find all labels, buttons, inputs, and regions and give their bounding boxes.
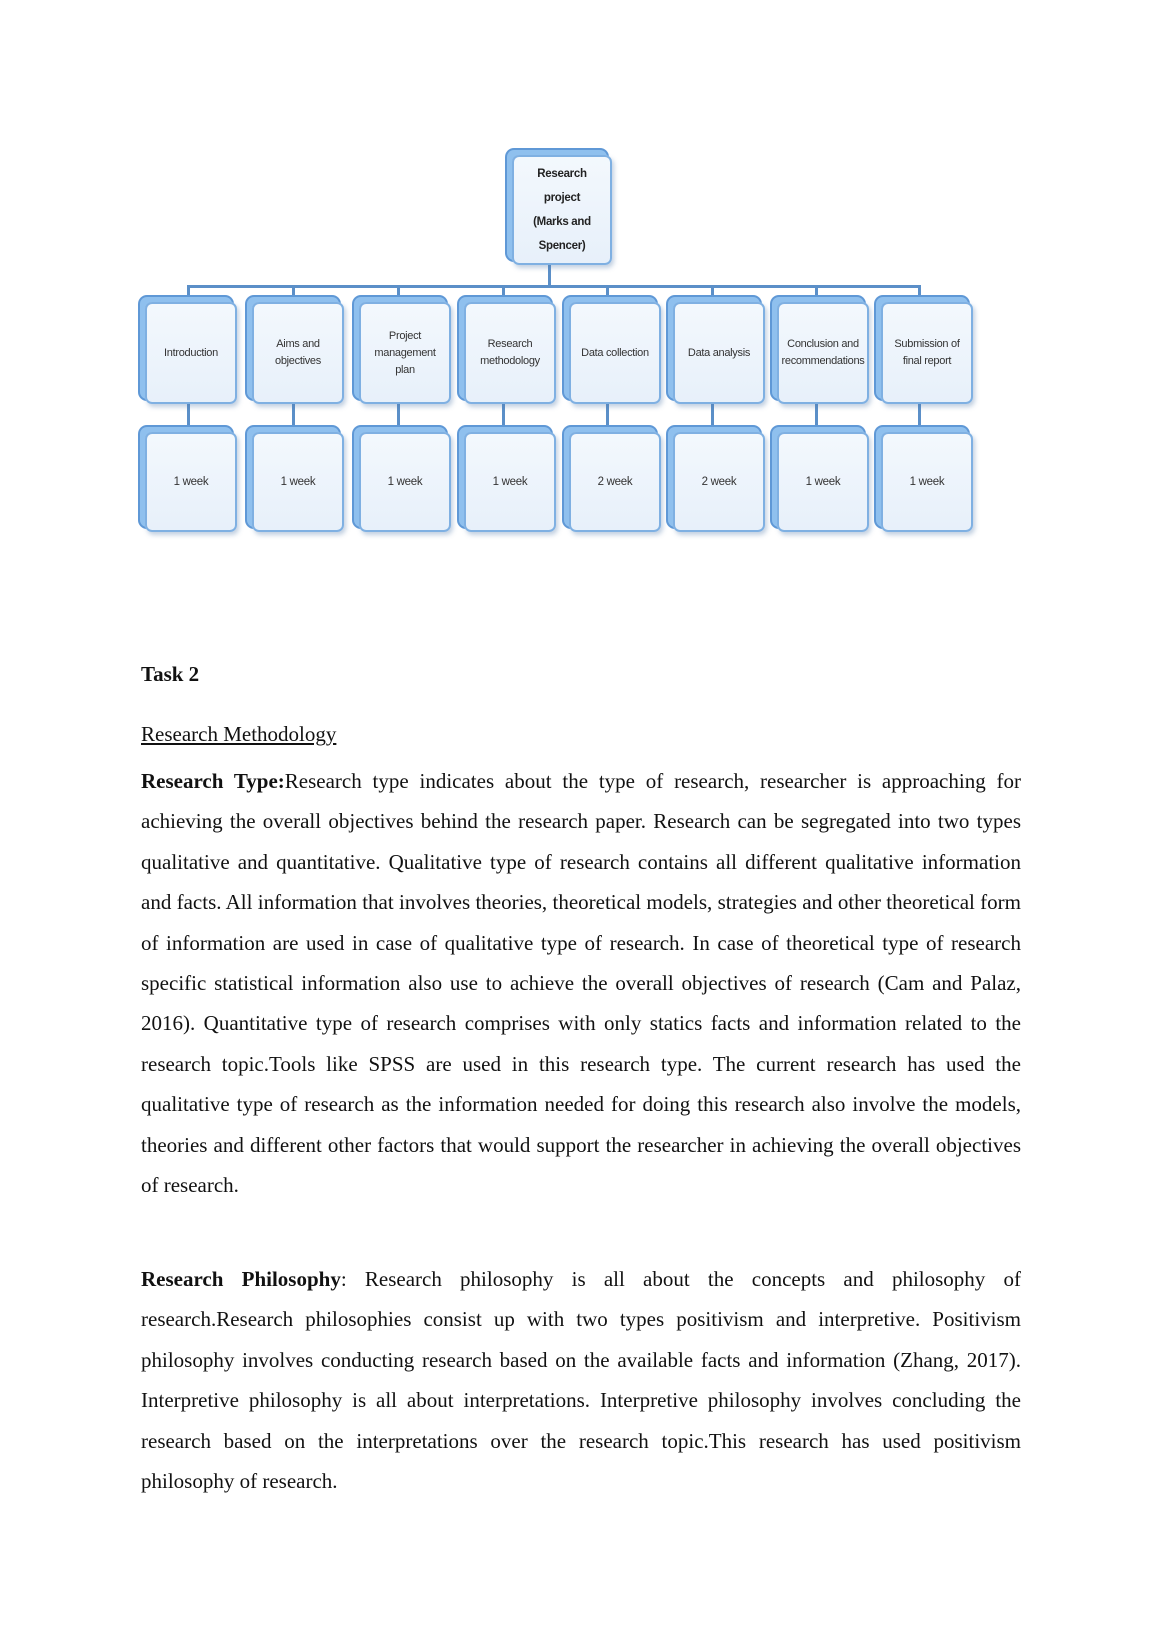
duration-node <box>569 432 661 532</box>
duration-label: 1 week <box>387 475 423 488</box>
task-connector <box>292 285 295 301</box>
task-connector <box>397 285 400 301</box>
task-node-aims <box>252 302 344 404</box>
task-node-conclusion <box>777 302 869 404</box>
paragraph-lead-suffix: : <box>340 1267 347 1291</box>
duration-label: 1 week <box>909 475 945 488</box>
task-connector <box>502 285 505 301</box>
paragraph-text: Research type indicates about the type of research, researcher is approaching for achieving the overall objectives behind the research paper. Research can be segregated into two types qualitative and quantitative. Qualitative type of research contains all different qualitative information and facts. All information that involves theories, theoretical models, strategies and other theoretical form of information are used in case of qualitative type of research. In case of theoretical type of research specific statistical information also use to achieve the overall objectives of research (Cam and Palaz, 2016). Quantitative type of research comprises with only statics facts and information related to the research topic.Tools like SPSS are used in this research type. The current research has used the qualitative type of research as the information needed for doing this research also involve the models, theories and different other factors that would support the researcher in achieving the overall objectives of research. <box>141 769 1021 1198</box>
duration-label: 1 week <box>492 475 528 488</box>
task-node-project-plan <box>359 302 451 404</box>
task-connector <box>815 285 818 301</box>
task-node-research-methodology <box>464 302 556 404</box>
section-subheading: Research Methodology <box>141 722 337 746</box>
duration-connector <box>502 402 505 432</box>
task-node-submission <box>881 302 973 404</box>
paragraph-research-type <box>141 761 1021 1205</box>
root-node-title: Research project <box>537 168 587 204</box>
duration-node <box>777 432 869 532</box>
task-node-label: Project management plan <box>374 329 436 376</box>
task-node-label: Aims and objectives <box>275 338 321 367</box>
horizontal-connector <box>187 285 920 288</box>
duration-node <box>252 432 344 532</box>
task-node-label: Data analysis <box>687 346 751 359</box>
task-connector <box>711 285 714 301</box>
section-heading: Task 2 <box>141 662 200 686</box>
duration-connector <box>606 402 609 432</box>
duration-node <box>881 432 973 532</box>
task-node-label: Conclusion and recommendations <box>781 338 865 367</box>
duration-label: 2 week <box>597 475 633 488</box>
duration-connector <box>187 402 190 432</box>
task-node-label: Submission of final report <box>894 338 960 367</box>
task-node-data-analysis <box>673 302 765 404</box>
duration-label: 1 week <box>280 475 316 488</box>
duration-label: 2 week <box>701 475 737 488</box>
duration-label: 1 week <box>805 475 841 488</box>
task-node-label: Research methodology <box>480 338 540 367</box>
paragraph-text: Research philosophy is all about the concepts and philosophy of research.Research philosophies consist up with two types positivism and interpretive. Positivism philosophy involves conducting research based on the available facts and information (Zhang, 2017). Interpretive philosophy is all about interpretations. Interpretive philosophy involves concluding the research based on the interpretations over the research topic.This research has used positivism philosophy of research. <box>141 1267 1021 1494</box>
duration-node <box>145 432 237 532</box>
task-connector <box>606 285 609 301</box>
task-node-label: Data collection <box>581 346 649 359</box>
duration-connector <box>397 402 400 432</box>
duration-connector <box>918 402 921 432</box>
task-node-introduction <box>145 302 237 404</box>
paragraph-lead: Research Philosophy <box>141 1267 341 1291</box>
duration-connector <box>292 402 295 432</box>
root-node <box>512 155 612 265</box>
duration-node <box>464 432 556 532</box>
paragraph-lead: Research Type: <box>141 769 285 793</box>
duration-node <box>673 432 765 532</box>
duration-connector <box>815 402 818 432</box>
duration-node <box>359 432 451 532</box>
root-node-subtitle: (Marks and Spencer) <box>533 216 591 252</box>
task-node-label: Introduction <box>164 346 218 359</box>
work-breakdown-diagram <box>140 140 1020 560</box>
paragraph-research-philosophy <box>141 1259 1021 1501</box>
task-node-data-collection <box>569 302 661 404</box>
duration-connector <box>711 402 714 432</box>
task-connector <box>918 285 921 301</box>
task-connector <box>187 285 190 301</box>
duration-label: 1 week <box>173 475 209 488</box>
